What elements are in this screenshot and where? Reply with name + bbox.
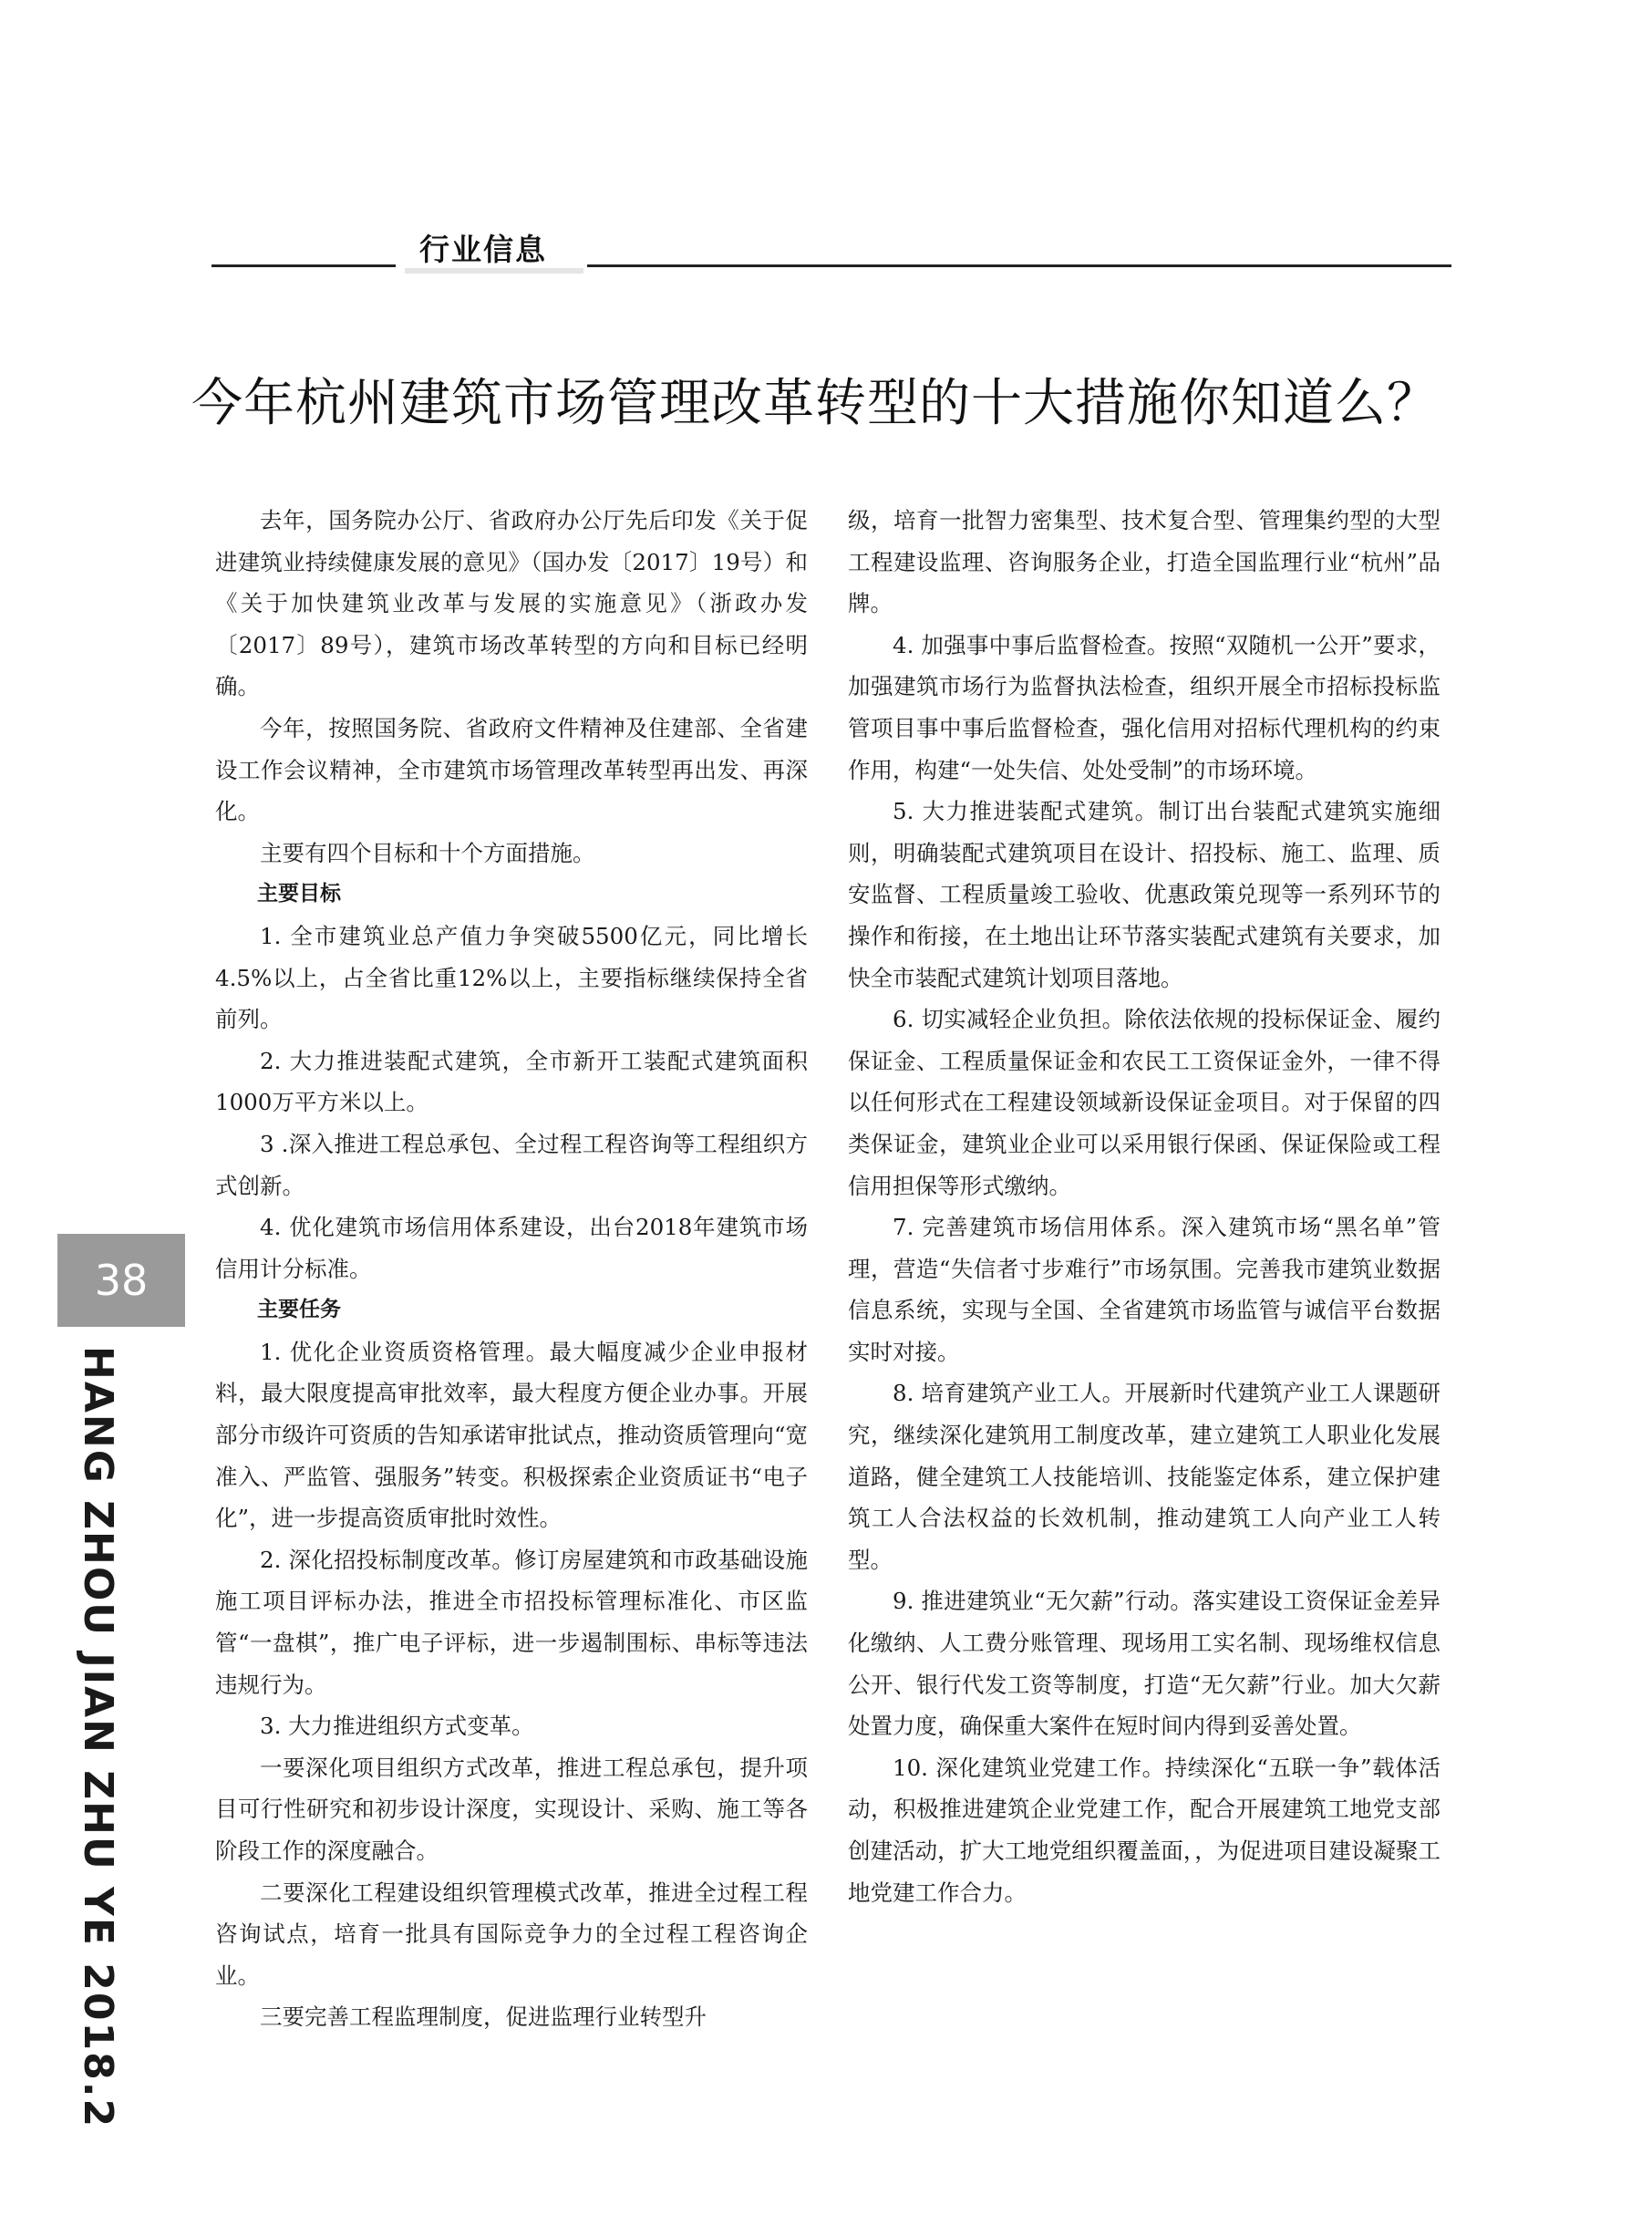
body-paragraph: 4. 优化建筑市场信用体系建设，出台2018年建筑市场信用计分标准。 — [215, 1214, 808, 1282]
body-paragraph: 1. 优化企业资质资格管理。最大幅度减少企业申报材料，最大限度提高审批效率，最大程度方便企业办事。开展部分市级许可资质的告知承诺审批试点，推动资质管理向“宽准入、严监管、强服务”转变。积极探索企业资质证书“电子化”，进一步提高资质审批时效性。 — [215, 1338, 808, 1532]
body-paragraph: 去年，国务院办公厅、省政府办公厅先后印发《关于促进建筑业持续健康发展的意见》（国办发〔2017〕19号）和《关于加快建筑业改革与发展的实施意见》（浙政办发〔2017〕89号），建筑市场改革转型的方向和目标已经明确。 — [215, 507, 808, 700]
section-subheading: 主要任务 — [257, 1298, 341, 1322]
page-number: 38 — [57, 1234, 185, 1327]
section-header — [212, 226, 1451, 268]
section-label: 行业信息 — [419, 232, 547, 267]
article-title: 今年杭州建筑市场管理改革转型的十大措施你知道么？ — [191, 374, 1439, 433]
body-paragraph: 10. 深化建筑业党建工作。持续深化“五联一争”载体活动，积极推进建筑企业党建工作，配合开展建筑工地党支部创建活动，扩大工地党组织覆盖面，，为促进项目建设凝聚工地党建工作合力。 — [848, 1754, 1440, 1906]
body-paragraph: 6. 切实减轻企业负担。除依法依规的投标保证金、履约保证金、工程质量保证金和农民工工资保证金外，一律不得以任何形式在工程建设领域新设保证金项目。对于保留的四类保证金，建筑业企业可以采用银行保函、保证保险或工程信用担保等形式缴纳。 — [848, 1006, 1440, 1199]
body-paragraph: 9. 推进建筑业“无欠薪”行动。落实建设工资保证金差异化缴纳、人工费分账管理、现场用工实名制、现场维权信息公开、银行代发工资等制度，打造“无欠薪”行业。加大欠薪处置力度，确保重大案件在短时间内得到妥善处置。 — [848, 1588, 1440, 1740]
body-paragraph: 2. 深化招投标制度改革。修订房屋建筑和市政基础设施施工项目评标办法，推进全市招投标管理标准化、市区监管“一盘棋”，推广电子评标，进一步遏制围标、串标等违法违规行为。 — [215, 1546, 808, 1698]
journal-spine-text: HANG ZHOU JIAN ZHU YE 2018.2 — [75, 1346, 121, 2129]
body-paragraph: 一要深化项目组织方式改革，推进工程总承包，提升项目可行性研究和初步设计深度，实现设计、采购、施工等各阶段工作的深度融合。 — [215, 1754, 808, 1864]
body-paragraph: 8. 培育建筑产业工人。开展新时代建筑产业工人课题研究，继续深化建筑用工制度改革，建立建筑工人职业化发展道路，健全建筑工人技能培训、技能鉴定体系，建立保护建筑工人合法权益的长效机制，推动建筑工人向产业工人转型。 — [848, 1380, 1440, 1573]
body-paragraph: 主要有四个目标和十个方面措施。 — [260, 839, 595, 866]
body-paragraph: 今年，按照国务院、省政府文件精神及住建部、全省建设工作会议精神，全市建筑市场管理改革转型再出发、再深化。 — [215, 714, 808, 825]
header-rule-right — [587, 264, 1451, 267]
left-column — [215, 500, 808, 2038]
right-column — [848, 500, 1440, 1913]
header-rule-left — [212, 264, 396, 267]
body-paragraph: 1. 全市建筑业总产值力争突破5500亿元，同比增长4.5%以上，占全省比重12%以上，主要指标继续保持全省前列。 — [215, 922, 808, 1033]
section-subheading: 主要目标 — [257, 882, 341, 906]
body-paragraph: 7. 完善建筑市场信用体系。深入建筑市场“黑名单”管理，营造“失信者寸步难行”市场氛围。完善我市建筑业数据信息系统，实现与全国、全省建筑市场监管与诚信平台数据实时对接。 — [848, 1214, 1440, 1365]
body-paragraph: 5. 大力推进装配式建筑。制订出台装配式建筑实施细则，明确装配式建筑项目在设计、招投标、施工、监理、质安监督、工程质量竣工验收、优惠政策兑现等一系列环节的操作和衔接，在土地出让环节落实装配式建筑有关要求，加快全市装配式建筑计划项目落地。 — [848, 798, 1440, 991]
body-paragraph: 3 .深入推进工程总承包、全过程工程咨询等工程组织方式创新。 — [215, 1130, 808, 1199]
body-paragraph-continued: 级，培育一批智力密集型、技术复合型、管理集约型的大型工程建设监理、咨询服务企业，打造全国监理行业“杭州”品牌。 — [848, 507, 1440, 617]
body-paragraph: 3. 大力推进组织方式变革。 — [260, 1713, 534, 1740]
body-paragraph: 4. 加强事中事后监督检查。按照“双随机一公开”要求，加强建筑市场行为监督执法检查，组织开展全市招标投标监管项目事中事后监督检查，强化信用对招标代理机构的约束作用，构建“一处失信、处处受制”的市场环境。 — [848, 631, 1440, 783]
body-paragraph: 三要完善工程监理制度，促进监理行业转型升 — [260, 2003, 707, 2031]
body-paragraph: 2. 大力推进装配式建筑，全市新开工装配式建筑面积1000万平方米以上。 — [215, 1047, 808, 1116]
body-paragraph: 二要深化工程建设组织管理模式改革，推进全过程工程咨询试点，培育一批具有国际竞争力的全过程工程咨询企业。 — [215, 1879, 808, 1989]
